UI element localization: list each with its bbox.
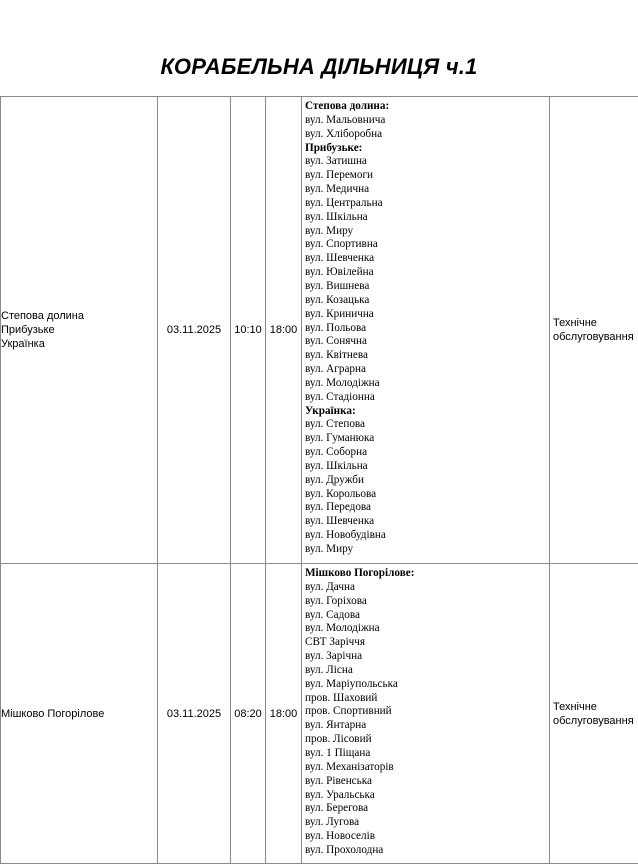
- street-item: вул. Стадіонна: [305, 391, 549, 405]
- work-type-cell: Технічне обслуговування: [550, 97, 638, 564]
- street-item: вул. Польова: [305, 322, 549, 336]
- time-from-cell: 10:10: [231, 97, 266, 564]
- street-item: вул. Спортивна: [305, 238, 549, 252]
- settlement-name: Прибузьке: [1, 323, 157, 337]
- settlement-name: Степова долина: [1, 309, 157, 323]
- street-item: вул. Корольова: [305, 488, 549, 502]
- date-cell: 03.11.2025: [158, 97, 231, 564]
- street-item: вул. Молодіжна: [305, 622, 549, 636]
- street-item: вул. Шевченка: [305, 252, 549, 266]
- settlement-heading: Мішково Погорілове:: [305, 567, 549, 581]
- settlement-heading: Українка:: [305, 405, 549, 419]
- street-item: вул. Шкільна: [305, 460, 549, 474]
- street-item: вул. Ювілейна: [305, 266, 549, 280]
- street-item: вул. Зарічна: [305, 650, 549, 664]
- street-item: вул. Аграрна: [305, 363, 549, 377]
- street-item: вул. Прохолодна: [305, 844, 549, 858]
- street-item: вул. Гуманюка: [305, 432, 549, 446]
- street-item: вул. Уральська: [305, 789, 549, 803]
- street-item: вул. Новобудівна: [305, 529, 549, 543]
- street-item: вул. Степова: [305, 418, 549, 432]
- street-item: вул. Лугова: [305, 816, 549, 830]
- street-item: вул. Шевченка: [305, 515, 549, 529]
- street-item: вул. Новоселів: [305, 830, 549, 844]
- street-item: вул. Дачна: [305, 581, 549, 595]
- street-item: вул. Затишна: [305, 155, 549, 169]
- street-item: вул. Медична: [305, 183, 549, 197]
- street-item: вул. Дружби: [305, 474, 549, 488]
- outage-schedule-table: [0, 96, 638, 864]
- street-item: вул. Передова: [305, 501, 549, 515]
- streets-cell: [302, 564, 550, 864]
- street-item: вул. Хліборобна: [305, 128, 549, 142]
- table-row: [1, 564, 638, 864]
- street-item: пров. Лісовий: [305, 733, 549, 747]
- street-item: вул. Лісна: [305, 664, 549, 678]
- street-item: вул. Центральна: [305, 197, 549, 211]
- street-item: СВТ Заріччя: [305, 636, 549, 650]
- street-item: вул. Вишнева: [305, 280, 549, 294]
- settlement-heading: Степова долина:: [305, 100, 549, 114]
- settlement-name: Мішково Погорілове: [1, 707, 157, 721]
- street-item: вул. Берегова: [305, 802, 549, 816]
- street-item: пров. Спортивний: [305, 705, 549, 719]
- street-item: вул. Шкільна: [305, 211, 549, 225]
- street-item: вул. 1 Піщана: [305, 747, 549, 761]
- street-item: вул. Соборна: [305, 446, 549, 460]
- street-item: вул. Кринична: [305, 308, 549, 322]
- street-item: вул. Янтарна: [305, 719, 549, 733]
- page-title: КОРАБЕЛЬНА ДІЛЬНИЦЯ ч.1: [0, 54, 638, 80]
- street-item: вул. Козацька: [305, 294, 549, 308]
- street-item: вул. Сонячна: [305, 335, 549, 349]
- street-item: вул. Механізаторів: [305, 761, 549, 775]
- table-row: [1, 97, 638, 564]
- settlement-heading: Прибузьке:: [305, 142, 549, 156]
- street-item: вул. Перемоги: [305, 169, 549, 183]
- street-item: вул. Молодіжна: [305, 377, 549, 391]
- work-type-cell: Технічне обслуговування: [550, 564, 638, 864]
- street-item: вул. Миру: [305, 225, 549, 239]
- street-item: вул. Рівенська: [305, 775, 549, 789]
- settlements-cell: [1, 97, 158, 564]
- settlements-cell: [1, 564, 158, 864]
- time-to-cell: 18:00: [266, 564, 302, 864]
- settlement-name: Українка: [1, 337, 157, 351]
- street-item: вул. Садова: [305, 609, 549, 623]
- street-item: вул. Квітнева: [305, 349, 549, 363]
- street-item: пров. Шаховий: [305, 692, 549, 706]
- date-cell: 03.11.2025: [158, 564, 231, 864]
- streets-cell: [302, 97, 550, 564]
- time-to-cell: 18:00: [266, 97, 302, 564]
- street-item: вул. Горіхова: [305, 595, 549, 609]
- time-from-cell: 08:20: [231, 564, 266, 864]
- street-item: вул. Маріупольська: [305, 678, 549, 692]
- street-item: вул. Миру: [305, 543, 549, 557]
- street-item: вул. Мальовнича: [305, 114, 549, 128]
